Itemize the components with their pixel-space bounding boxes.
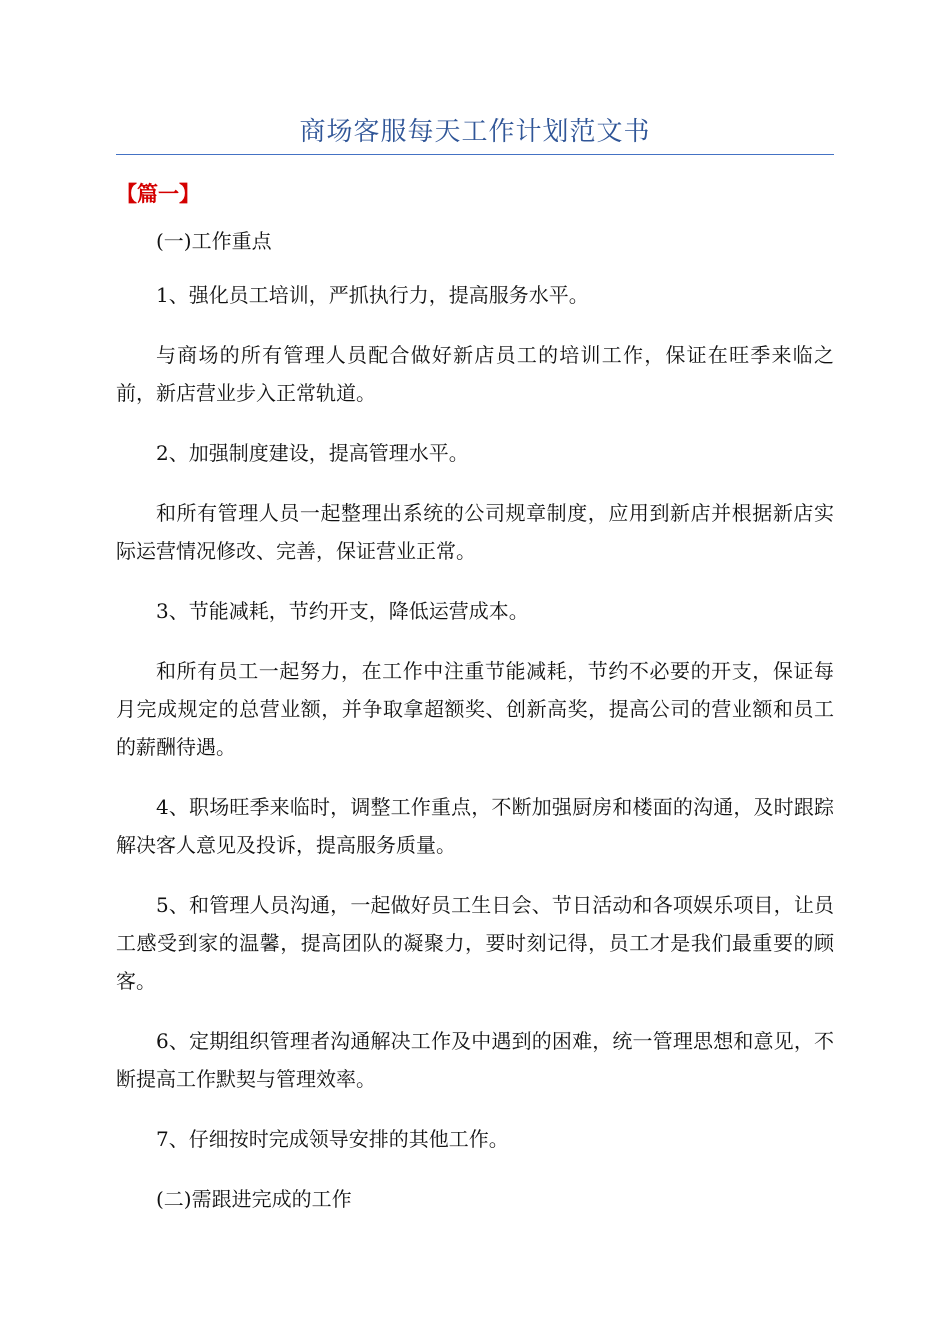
- list-item-2: 2、加强制度建设，提高管理水平。: [156, 441, 469, 465]
- paragraph-1: 与商场的所有管理人员配合做好新店员工的培训工作，保证在旺季来临之前，新店营业步入正常轨道。: [116, 343, 834, 405]
- list-item-7: 7、仔细按时完成领导安排的其他工作。: [156, 1127, 509, 1151]
- subheading-follow-up: (二)需跟进完成的工作: [156, 1187, 352, 1211]
- list-item-6: 6、定期组织管理者沟通解决工作及中遇到的困难，统一管理思想和意见，不断提高工作默契与管理效率。: [116, 1029, 834, 1091]
- section-label: 【篇一】: [116, 182, 200, 206]
- paragraph-3: 和所有员工一起努力，在工作中注重节能减耗，节约不必要的开支，保证每月完成规定的总营业额，并争取拿超额奖、创新高奖，提高公司的营业额和员工的薪酬待遇。: [116, 659, 834, 759]
- title-underline: [116, 154, 834, 155]
- list-item-5: 5、和管理人员沟通，一起做好员工生日会、节日活动和各项娱乐项目，让员工感受到家的温馨，提高团队的凝聚力，要时刻记得，员工才是我们最重要的顾客。: [116, 893, 834, 993]
- subheading-key-work: (一)工作重点: [156, 229, 272, 253]
- document-title: 商场客服每天工作计划范文书: [299, 117, 651, 147]
- document-body: [116, 222, 834, 1234]
- paragraph-2: 和所有管理人员一起整理出系统的公司规章制度，应用到新店并根据新店实际运营情况修改、完善，保证营业正常。: [116, 501, 834, 563]
- list-item-4: 4、职场旺季来临时，调整工作重点，不断加强厨房和楼面的沟通，及时跟踪解决客人意见及投诉，提高服务质量。: [116, 795, 834, 857]
- list-item-3: 3、节能减耗，节约开支，降低运营成本。: [156, 599, 529, 623]
- list-item-1: 1、强化员工培训，严抓执行力，提高服务水平。: [156, 283, 589, 307]
